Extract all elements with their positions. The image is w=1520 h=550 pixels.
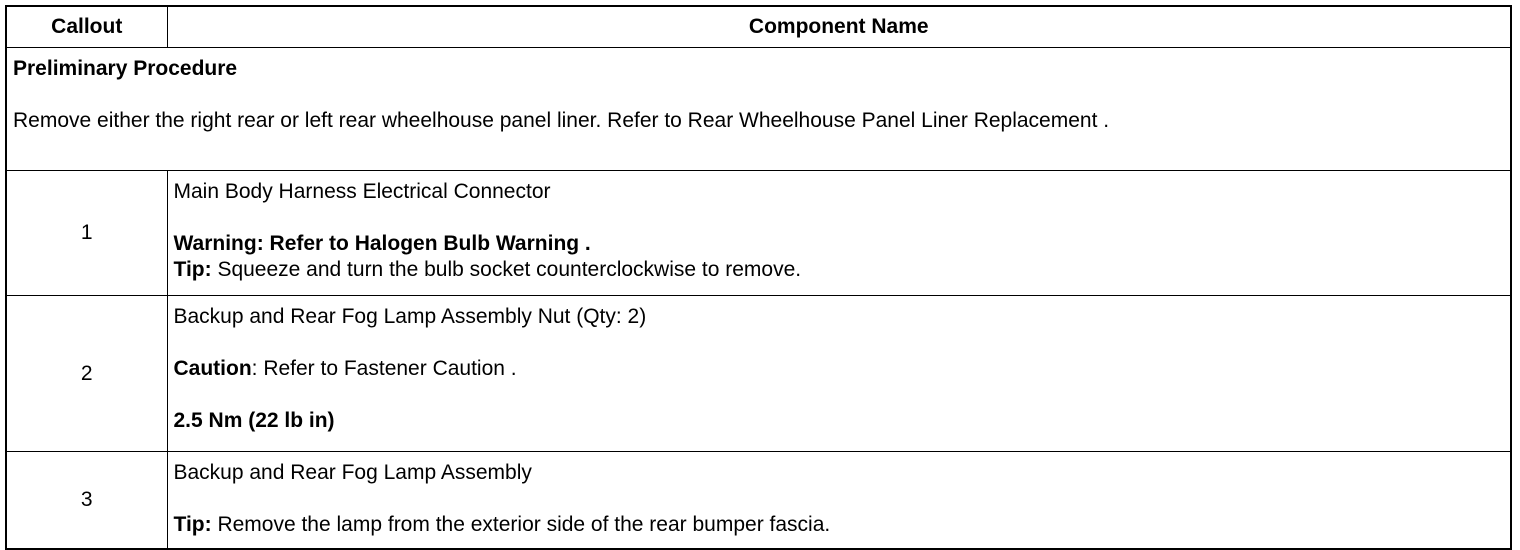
table-row: [6, 452, 1511, 550]
tip-text: Squeeze and turn the bulb socket counterclockwise to remove.: [211, 258, 802, 281]
header-row: [6, 6, 1511, 48]
preliminary-cell: [6, 48, 1511, 171]
preliminary-row: [6, 48, 1511, 171]
table-row: [6, 296, 1511, 452]
tip-line: [174, 257, 1505, 283]
tip-line: [174, 512, 1505, 538]
caution-label: Caution: [173, 357, 252, 380]
procedure-table-container: [5, 5, 1512, 550]
caution-text: : Refer to Fastener Caution .: [251, 357, 517, 380]
warning-text: Warning: Refer to Halogen Bulb Warning .: [173, 232, 591, 255]
torque-spec: 2.5 Nm (22 lb in): [173, 409, 335, 432]
caution-line: [174, 356, 1505, 382]
component-name: Backup and Rear Fog Lamp Assembly: [173, 461, 532, 484]
table-row: [6, 171, 1511, 296]
preliminary-text: Remove either the right rear or left rear wheelhouse panel liner. Refer to Rear Wheelhouse Panel Liner Replacement .: [13, 109, 1110, 132]
component-name: Main Body Harness Electrical Connector: [173, 180, 551, 203]
tip-label: Tip:: [173, 258, 212, 281]
component-cell: [167, 296, 1511, 452]
component-cell: [167, 452, 1511, 550]
callout-number: 1: [6, 171, 167, 296]
tip-text: Remove the lamp from the exterior side of the rear bumper fascia.: [211, 513, 831, 536]
procedure-table: [5, 5, 1512, 550]
preliminary-title: Preliminary Procedure: [13, 57, 238, 80]
callout-number: 2: [6, 296, 167, 452]
header-callout: Callout: [6, 6, 167, 48]
component-cell: [167, 171, 1511, 296]
component-name: Backup and Rear Fog Lamp Assembly Nut (Qty: 2): [173, 305, 647, 328]
tip-label: Tip:: [173, 513, 212, 536]
callout-number: 3: [6, 452, 167, 550]
header-component-name: Component Name: [167, 6, 1511, 48]
